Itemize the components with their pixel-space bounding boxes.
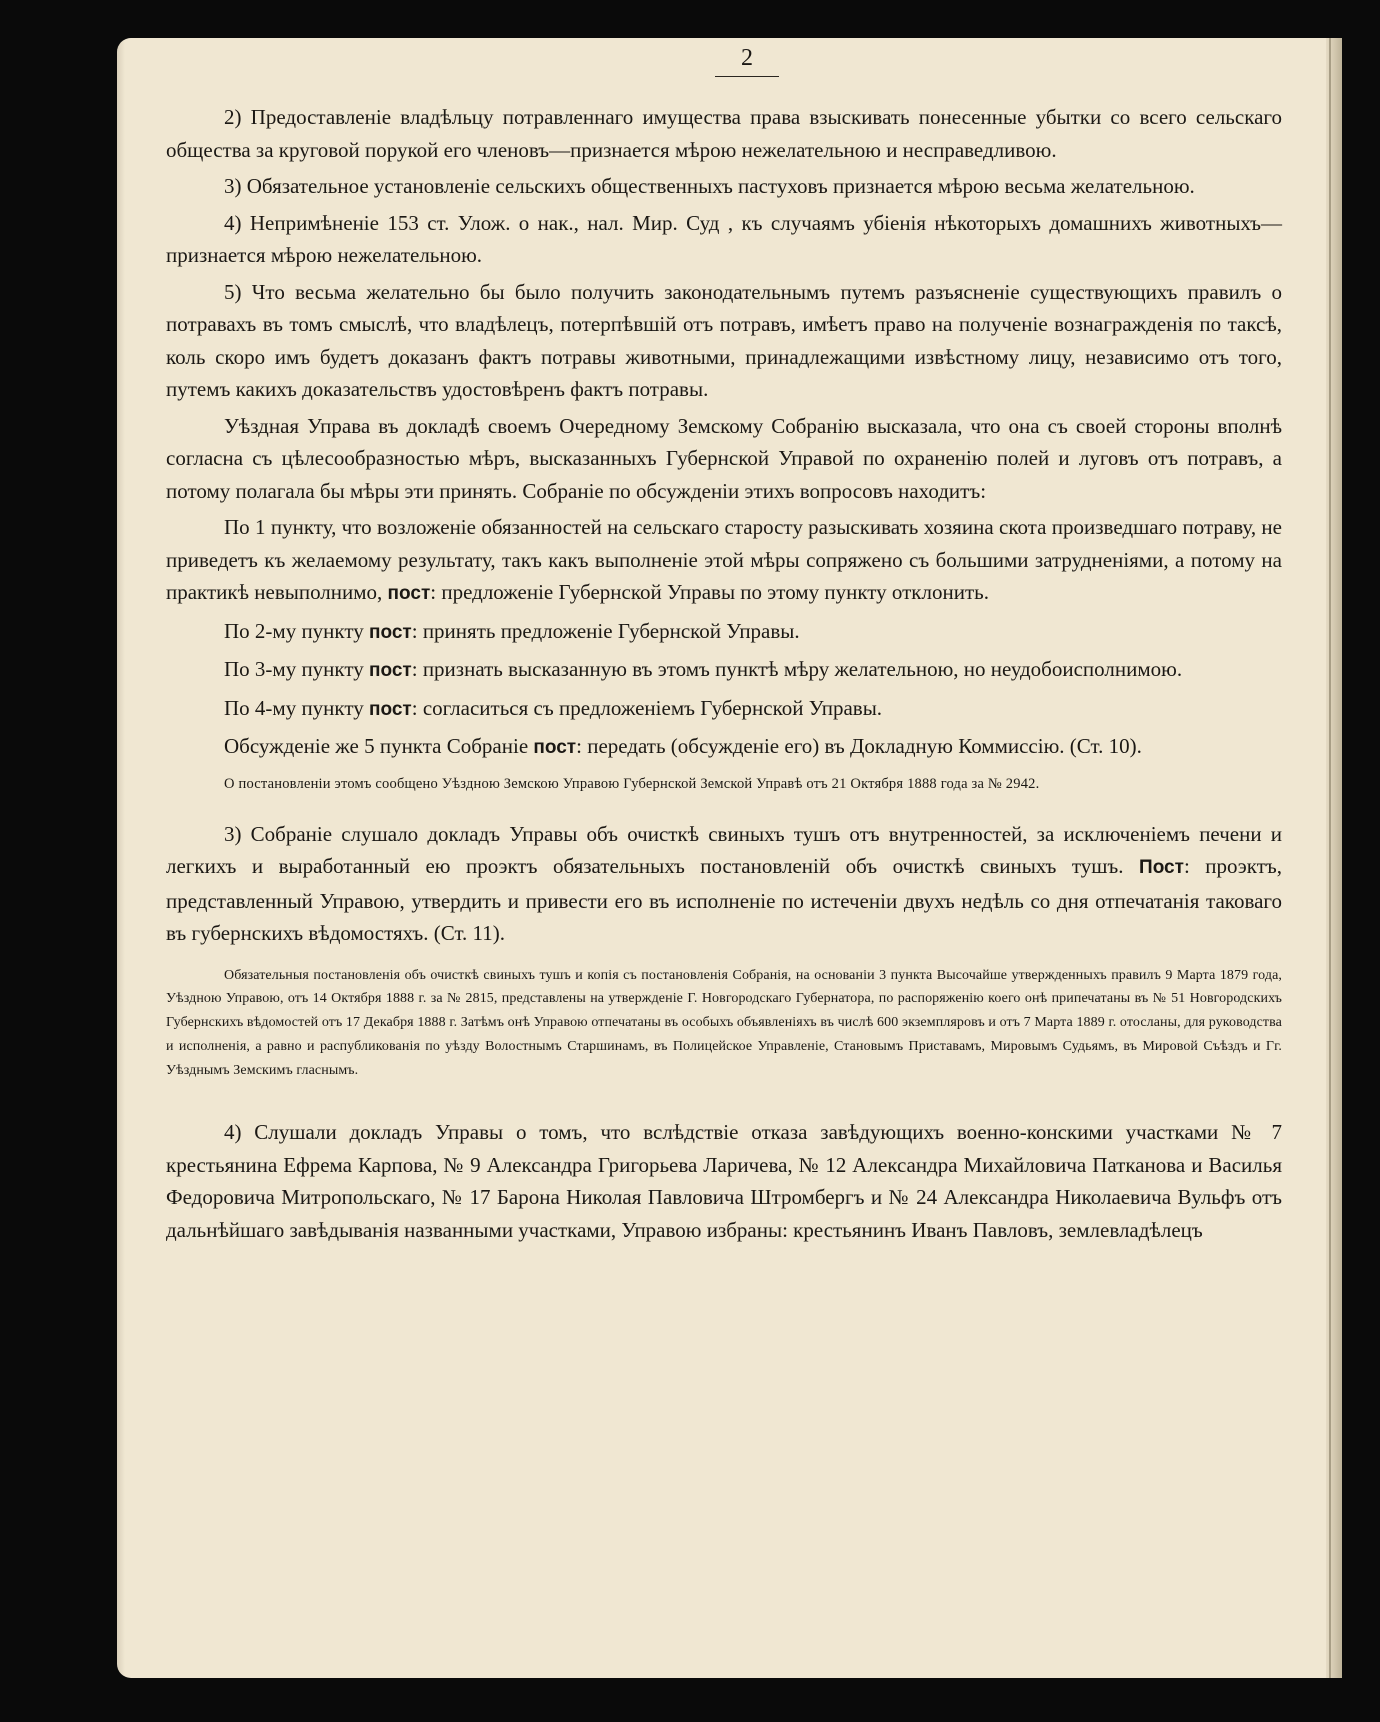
- item-3-resolution: : проэктъ, представленный Управою, утвердить и привести его въ исполненіе по истеченіи двухъ недѣль со дня отпечатанія таковаго въ губернскихъ вѣдомостяхъ. (Ст. 11).: [166, 854, 1282, 945]
- paragraph-item-2: 2) Предоставленіе владѣльцу потравленнаго имущества права взыскивать понесенные убытки со всего сельскаго общества за круговой порукой его членовъ—признается мѣрою нежелательною и несправедливою.: [166, 105, 1282, 162]
- resolution-keyword: пост: [533, 737, 577, 758]
- page-right-edge: [1326, 38, 1342, 1678]
- resolution-keyword: пост: [369, 698, 412, 720]
- paragraph-item-5: 5) Что весьма желательно бы было получить законодательнымъ путемъ разъясненіе существующихъ правилъ о потравахъ въ томъ смыслѣ, что владѣлецъ, потерпѣвшій отъ потравъ, имѣетъ право на полученіе вознагражденія по таксѣ, коль скоро имъ будетъ доказанъ фактъ потравы животными, принадлежащими извѣстному лицу, независимо отъ того, путемъ какихъ доказательствъ удостовѣренъ фактъ потравы.: [166, 279, 1282, 401]
- paragraph-point-3: [166, 653, 1282, 688]
- point-5-text: Обсужденіе же 5 пункта Собраніе: [224, 734, 529, 758]
- paragraph-uprava-report: Уѣздная Управа въ докладѣ своемъ Очередному Земскому Собранію высказала, что она съ своей стороны вполнѣ согласна съ цѣлесообразностью мѣръ, высказанныхъ Губернской Управой по охраненію полей и луговъ отъ потравъ, а потому полагала бы мѣры эти принять. Собраніе по обсужденіи этихъ вопросовъ находитъ:: [166, 413, 1282, 503]
- page-number: 2: [715, 44, 779, 77]
- point-5-resolution: : передать (обсужденіе его) въ Докладную Коммиссію. (Ст. 10).: [576, 734, 1142, 758]
- page-content: [166, 44, 1282, 1246]
- point-1-resolution: : предложеніе Губернской Управы по этому пункту отклонить.: [430, 580, 989, 604]
- paragraph-item-3-pig-carcasses: [166, 818, 1282, 950]
- paragraph-item-3: 3) Обязательное установленіе сельскихъ общественныхъ пастуховъ признается мѣрою весьма желательною.: [224, 174, 1195, 198]
- paragraph-point-5: [166, 730, 1282, 765]
- resolution-keyword: пост: [369, 621, 412, 643]
- resolution-keyword: пост: [369, 660, 412, 681]
- item-3-text: 3) Собраніе слушало докладъ Управы объ очисткѣ свиныхъ тушъ отъ внутренностей, за исключеніемъ печени и легкихъ и выработанный ею проэктъ обязательныхъ постановленій объ очисткѣ свиныхъ тушъ.: [166, 821, 1282, 878]
- point-2-text: По 2-му пункту: [224, 618, 364, 643]
- footnote-mandatory-regulations: Обязательныя постановленія объ очисткѣ свиныхъ тушъ и копія съ постановленія Собранія, на основаніи 3 пункта Высочайше утвержденныхъ правилъ 9 Марта 1879 года, Уѣздною Управою, отъ 14 Октября 1888 г. за № 2815, представлены на утвержденіе Г. Новгородскаго Губернатора, по распоряженію коего онѣ припечатаны въ № 51 Новгородскихъ Губернскихъ вѣдомостей отъ 17 Декабря 1888 г. Затѣмъ онѣ Управою отпечатаны въ особыхъ объявленіяхъ въ числѣ 600 экземпляровъ и отъ 7 Марта 1889 г. отосланы, для руководства и исполненія, а равно и распубликованія по уѣзду Волостнымъ Старшинамъ, въ Полицейское Управленіе, Становымъ Приставамъ, Мировымъ Судьямъ, въ Мировой Съѣздъ и Гг. Уѣзднымъ Земскимъ гласнымъ.: [166, 967, 1282, 1078]
- paragraph-point-1: [166, 511, 1282, 611]
- paragraph-point-2: [166, 615, 1282, 650]
- paragraph-item-4-horse-districts: 4) Слушали докладъ Управы о томъ, что вслѣдствіе отказа завѣдующихъ военно-конскими участками № 7 крестьянина Ефрема Карпова, № 9 Александра Григорьева Ларичева, № 12 Александра Михайловича Патканова и Василья Федоровича Митропольскаго, № 17 Барона Николая Павловича Штромбергъ и № 24 Александра Николаевича Вульфъ отъ дальнѣйшаго завѣдыванія названными участками, Управою избраны: крестьянинъ Иванъ Павловъ, землевладѣлецъ: [166, 1120, 1282, 1242]
- point-3-resolution: : признать высказанную въ этомъ пунктѣ мѣру желательною, но неудобоисполнимою.: [411, 657, 1183, 681]
- point-2-resolution: : принять предложеніе Губернской Управы.: [411, 618, 800, 643]
- point-4-text: По 4-му пункту: [224, 695, 364, 720]
- paragraph-point-4: [166, 692, 1282, 727]
- point-1-text: По 1 пункту, что возложеніе обязанностей на сельскаго старосту разыскивать хозяина скота произведшаго потраву, не приведетъ къ желаемому результату, такъ какъ выполненіе этой мѣры сопряжено съ большими затрудненіями, а потому на практикѣ невыполнимо,: [166, 515, 1282, 604]
- footnote-resolution-sent: О постановленіи этомъ сообщено Уѣздною Земскою Управою Губернской Земской Управѣ отъ 21 Октября 1888 года за № 2942.: [224, 775, 1040, 792]
- page-header: [166, 44, 1282, 77]
- resolution-keyword: Пост: [1139, 857, 1184, 878]
- paragraph-item-4: 4) Непримѣненіе 153 ст. Улож. о нак., нал. Мир. Суд , къ случаямъ убіенія нѣкоторыхъ домашнихъ животныхъ—признается мѣрою нежелательною.: [166, 210, 1282, 267]
- point-3-text: По 3-му пункту: [224, 657, 364, 681]
- point-4-resolution: : согласиться съ предложеніемъ Губернской Управы.: [411, 695, 883, 720]
- resolution-keyword: пост: [387, 583, 431, 604]
- page-left-shadow: [117, 38, 125, 1678]
